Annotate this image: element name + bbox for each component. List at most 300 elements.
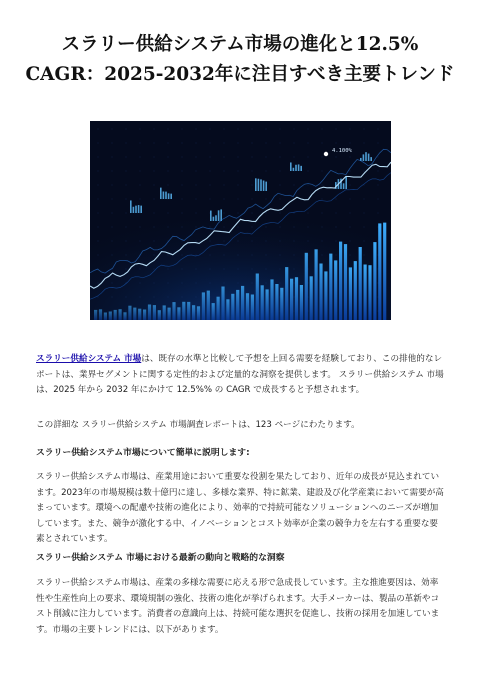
hero-bar [94,310,97,320]
hero-grid-dot [154,171,155,172]
hero-bar [300,285,303,320]
hero-grid-dot [154,297,155,298]
hero-bar [305,253,308,320]
intro-text: は、既存の水準と比較して予想を上回る需要を経験しており、この排他的なレポートは、業界セグメントに関する定性的および定量的な洞察を提供します。 スラリー供給システム 市場は、2025 年から 2032 年にかけて 12.5%% の CAGR で成長すると予想されます。 [36,354,444,395]
hero-grid-dot [224,227,225,228]
hero-grid-dot [280,171,281,172]
hero-grid-dot [210,171,211,172]
hero-grid-dot [210,185,211,186]
hero-grid-dot [168,297,169,298]
hero-mini-bar [165,192,167,199]
hero-mini-bar [293,168,295,171]
hero-grid-dot [252,241,253,242]
hero-grid-dot [224,213,225,214]
hero-grid-dot [364,129,365,130]
hero-grid-dot [294,185,295,186]
hero-grid-dot [294,129,295,130]
hero-grid-dot [322,157,323,158]
hero-grid-dot [98,241,99,242]
hero-grid-dot [168,143,169,144]
hero-grid-dot [126,297,127,298]
hero-grid-dot [196,157,197,158]
hero-grid-dot [266,283,267,284]
hero-bar [236,290,239,320]
hero-grid-dot [196,199,197,200]
hero-highlight-dot [324,152,328,156]
hero-grid-dot [182,227,183,228]
hero-grid-dot [252,269,253,270]
hero-grid-dot [112,199,113,200]
hero-grid-dot [294,227,295,228]
hero-grid-dot [168,171,169,172]
section-body-trends: スラリー供給システム市場は、産業の多様な需要に応える形で急成長しています。主な推進要因は、効率性や生産性向上の要求、環境規制の強化、技術の進化が挙げられます。大手メーカーは、製品の革新やコスト削減に注力しています。消費者の意識向上は、持続可能な選択を促進し、技術の採用を加速しています。市場の主要トレンドには、以下があります。 [36,578,440,635]
hero-grid-dot [238,143,239,144]
hero-mini-bar [290,162,292,171]
hero-grid-dot [210,255,211,256]
hero-mini-bar [295,165,297,171]
report-pages-text: この詳細な スラリー供給システム 市場調査レポートは、123 ページにわたります。 [36,420,360,430]
hero-grid-dot [238,241,239,242]
hero-grid-dot [112,297,113,298]
title-line-2: CAGR：2025-2032年に注目すべき主要トレンド [25,64,455,85]
hero-grid-dot [196,241,197,242]
hero-grid-dot [168,129,169,130]
hero-mini-bar [213,217,215,221]
hero-overlay-label: 4.100% [332,148,352,154]
hero-grid-dot [280,213,281,214]
hero-grid-dot [168,213,169,214]
hero-grid-dot [98,297,99,298]
hero-grid-dot [140,269,141,270]
hero-grid-dot [252,227,253,228]
hero-grid-dot [294,297,295,298]
hero-grid-dot [266,171,267,172]
hero-grid-dot [224,129,225,130]
hero-grid-dot [196,129,197,130]
hero-grid-dot [126,143,127,144]
hero-grid-dot [238,255,239,256]
hero-grid-dot [280,185,281,186]
hero-grid-dot [308,157,309,158]
hero-grid-dot [154,157,155,158]
hero-bar [324,271,327,320]
hero-bar [315,249,318,320]
hero-grid-dot [126,157,127,158]
hero-bar [153,305,156,320]
hero-grid-dot [336,129,337,130]
hero-bar [319,264,322,321]
hero-grid-dot [378,199,379,200]
hero-bar [266,289,269,320]
hero-grid-dot [308,129,309,130]
hero-grid-dot [112,185,113,186]
hero-bar [226,299,229,320]
hero-grid-dot [224,283,225,284]
hero-bar [354,261,357,320]
hero-grid-dot [182,143,183,144]
hero-mini-bar [210,211,212,221]
hero-grid-dot [196,171,197,172]
hero-grid-dot [350,185,351,186]
hero-grid-dot [154,269,155,270]
hero-grid-dot [308,185,309,186]
hero-mini-bar [258,179,260,191]
hero-grid-dot [224,199,225,200]
hero-bar [241,286,244,320]
hero-grid-dot [336,199,337,200]
hero-mini-bar [215,215,217,221]
hero-grid-dot [140,283,141,284]
hero-grid-dot [112,227,113,228]
hero-grid-dot [98,157,99,158]
hero-grid-dot [140,241,141,242]
hero-mini-bar [263,181,265,191]
hero-grid-dot [210,283,211,284]
hero-mini-bar [255,178,257,191]
hero-grid-dot [154,241,155,242]
hero-mini-bar [168,193,170,199]
section-body-overview: スラリー供給システム市場は、産業用途において重要な役割を果たしており、近年の成長が見込まれています。2023年の市場規模は数十億円に達し、多様な業界、特に鉱業、建設及び化学産業において需要が高まっています。環境への配慮や技術の進化により、効率的で持続可能なソリューションへのニーズが増加しています。また、競争が激化する中、イノベーションとコスト効率が企業の競争力を左右する重要な要素とされています。 [36,472,444,544]
hero-image [90,121,391,320]
hero-grid-dot [126,199,127,200]
hero-bar [182,302,185,320]
hero-mini-bar [135,206,137,213]
hero-bar [172,302,175,320]
hero-mini-bar [343,183,345,189]
hero-grid-dot [126,269,127,270]
hero-grid-dot [308,143,309,144]
hero-grid-dot [294,269,295,270]
hero-bar [221,287,224,321]
hero-grid-dot [266,241,267,242]
hero-bar [270,279,273,320]
hero-grid-dot [322,227,323,228]
hero-grid-dot [308,241,309,242]
hero-grid-dot [224,157,225,158]
hero-grid-dot [210,227,211,228]
hero-grid-dot [98,213,99,214]
hero-grid-dot [294,241,295,242]
hero-mini-bar [140,206,142,213]
hero-bar [329,254,332,320]
hero-grid-dot [280,283,281,284]
hero-grid-dot [140,227,141,228]
hero-grid-dot [182,129,183,130]
hero-bar [339,242,342,320]
hero-grid-dot [140,185,141,186]
hero-bar [217,297,220,320]
hero-grid-dot [238,157,239,158]
hero-grid-dot [196,227,197,228]
hero-grid-dot [350,241,351,242]
hero-mini-bar [368,154,370,161]
hero-grid-dot [126,227,127,228]
hero-bar [192,305,195,320]
hero-bar [163,305,166,320]
hero-grid-dot [98,311,99,312]
hero-grid-dot [252,283,253,284]
hero-mini-bar [163,191,165,199]
hero-grid-dot [364,213,365,214]
hero-bar [383,223,386,320]
hero-grid-dot [238,283,239,284]
hero-mini-bar [298,164,300,171]
hero-grid-dot [294,311,295,312]
hero-grid-dot [350,171,351,172]
hero-grid-dot [224,255,225,256]
hero-grid-dot [196,255,197,256]
hero-grid-dot [364,171,365,172]
hero-bar [275,284,278,320]
hero-grid-dot [252,171,253,172]
hero-grid-dot [336,213,337,214]
hero-bar [378,223,381,320]
hero-grid-dot [168,255,169,256]
hero-grid-dot [140,129,141,130]
hero-grid-dot [266,199,267,200]
hero-bar [310,276,313,320]
hero-grid-dot [350,255,351,256]
hero-grid-dot [336,171,337,172]
hero-grid-dot [280,157,281,158]
hero-grid-dot [196,213,197,214]
hero-grid-dot [126,311,127,312]
hero-mini-bar [365,152,367,161]
hero-mini-bar [300,166,302,171]
hero-bar [187,302,190,320]
hero-grid-dot [154,143,155,144]
hero-grid-dot [196,143,197,144]
hero-grid-dot [378,143,379,144]
hero-grid-dot [322,199,323,200]
hero-grid-dot [322,255,323,256]
hero-grid-dot [322,185,323,186]
hero-grid-dot [378,185,379,186]
hero-grid-dot [140,213,141,214]
hero-bar [114,310,117,320]
hero-grid-dot [98,143,99,144]
hero-grid-dot [238,269,239,270]
hero-bar [246,293,249,320]
hero-bar [231,294,234,320]
hero-grid-dot [238,199,239,200]
hero-grid-dot [182,269,183,270]
hero-grid-dot [210,143,211,144]
hero-grid-dot [238,129,239,130]
hero-grid-dot [294,143,295,144]
hero-bar [123,312,126,320]
hero-bar [261,285,264,320]
hero-grid-dot [294,157,295,158]
hero-grid-dot [336,227,337,228]
hero-grid-dot [378,213,379,214]
hero-mini-bar [363,154,365,161]
hero-grid-dot [252,213,253,214]
hero-mini-bar [138,205,140,213]
hero-bar [256,274,259,321]
hero-grid-dot [140,297,141,298]
hero-grid-dot [98,283,99,284]
hero-grid-dot [252,185,253,186]
document-title [20,30,460,90]
hero-grid-dot [224,241,225,242]
hero-grid-dot [224,185,225,186]
hero-mini-bar [260,179,262,191]
hero-grid-dot [210,269,211,270]
hero-bar [148,305,151,321]
hero-grid-dot [182,157,183,158]
hero-bar [334,260,337,320]
hero-grid-dot [112,213,113,214]
hero-grid-dot [266,227,267,228]
hero-grid-dot [168,185,169,186]
hero-bar [207,291,210,320]
hero-bar [119,309,122,320]
hero-grid-dot [182,283,183,284]
hero-grid-dot [364,241,365,242]
hero-bar [212,303,215,320]
hero-grid-dot [98,171,99,172]
hero-grid-dot [238,213,239,214]
hero-grid-dot [280,143,281,144]
hero-mini-bar [133,207,135,213]
hero-bar [104,313,107,321]
hero-grid-dot [140,199,141,200]
hero-grid-dot [308,171,309,172]
hero-grid-dot [280,255,281,256]
hero-grid-dot [364,255,365,256]
hero-grid-dot [98,199,99,200]
hero-grid-dot [364,199,365,200]
hero-grid-dot [280,129,281,130]
hero-grid-dot [224,143,225,144]
hero-grid-dot [98,227,99,228]
hero-grid-dot [280,227,281,228]
hero-grid-dot [98,185,99,186]
hero-grid-dot [350,213,351,214]
hero-mini-bar [218,210,220,221]
hero-grid-dot [112,143,113,144]
hero-grid-dot [266,143,267,144]
hero-grid-dot [154,213,155,214]
hero-bar [349,267,352,320]
hero-grid-dot [154,185,155,186]
hero-grid-dot [126,255,127,256]
hero-grid-dot [140,157,141,158]
hero-mini-bar [160,188,162,199]
hero-bar [138,309,141,320]
hero-bar [99,309,102,320]
hero-grid-dot [322,213,323,214]
section-heading-overview: スラリー供給システム市場について簡単に説明します: [36,448,250,458]
hero-grid-dot [154,227,155,228]
hero-grid-dot [350,157,351,158]
hero-grid-dot [294,255,295,256]
hero-bar [290,279,293,320]
hero-grid-dot [168,269,169,270]
hero-grid-dot [182,213,183,214]
hero-grid-dot [210,241,211,242]
hero-grid-dot [224,171,225,172]
hero-grid-dot [336,143,337,144]
hero-grid-dot [364,143,365,144]
hero-bar [168,308,171,320]
hero-grid-dot [112,283,113,284]
hero-grid-dot [182,171,183,172]
hero-grid-dot [182,199,183,200]
hero-grid-dot [154,199,155,200]
hero-bar [359,247,362,320]
market-report-link[interactable]: スラリー供給システム 市場 [36,354,142,364]
hero-grid-dot [112,129,113,130]
hero-grid-dot [280,199,281,200]
hero-bar [109,312,112,321]
hero-grid-dot [378,171,379,172]
hero-grid-dot [126,129,127,130]
hero-grid-dot [322,241,323,242]
hero-grid-dot [168,283,169,284]
hero-chart-graphic [90,121,391,320]
hero-grid-dot [112,241,113,242]
hero-grid-dot [112,157,113,158]
hero-bar [158,310,161,320]
hero-grid-dot [336,157,337,158]
hero-grid-dot [154,255,155,256]
hero-grid-dot [252,143,253,144]
title-line-1: スラリー供給システム市場の進化と12.5% [61,34,419,55]
hero-grid-dot [196,297,197,298]
hero-grid-dot [294,283,295,284]
hero-grid-dot [280,241,281,242]
hero-grid-dot [126,241,127,242]
section-heading-trends: スラリー供給システム 市場における最新の動向と戦略的な洞察 [36,553,285,563]
hero-bar [285,267,288,320]
hero-grid-dot [182,185,183,186]
hero-grid-dot [140,171,141,172]
hero-bar [364,265,367,321]
hero-mini-bar [130,200,132,213]
hero-grid-dot [322,129,323,130]
hero-grid-dot [168,157,169,158]
hero-bar [177,307,180,320]
hero-grid-dot [364,227,365,228]
hero-grid-dot [210,129,211,130]
hero-grid-dot [112,255,113,256]
hero-grid-dot [266,269,267,270]
hero-mini-bar [370,157,372,161]
hero-grid-dot [210,157,211,158]
hero-mini-bar [345,176,347,189]
hero-grid-dot [98,129,99,130]
hero-grid-dot [126,171,127,172]
hero-bar [143,310,146,321]
hero-bar [344,244,347,320]
hero-grid-dot [322,171,323,172]
hero-bar [368,265,371,320]
hero-bar [295,277,298,320]
hero-grid-dot [266,255,267,256]
hero-grid-dot [112,311,113,312]
hero-grid-dot [182,255,183,256]
hero-grid-dot [238,171,239,172]
hero-grid-dot [182,297,183,298]
hero-grid-dot [196,185,197,186]
hero-grid-dot [322,143,323,144]
hero-bar [373,242,376,320]
hero-grid-dot [168,227,169,228]
hero-grid-dot [238,185,239,186]
hero-grid-dot [210,199,211,200]
